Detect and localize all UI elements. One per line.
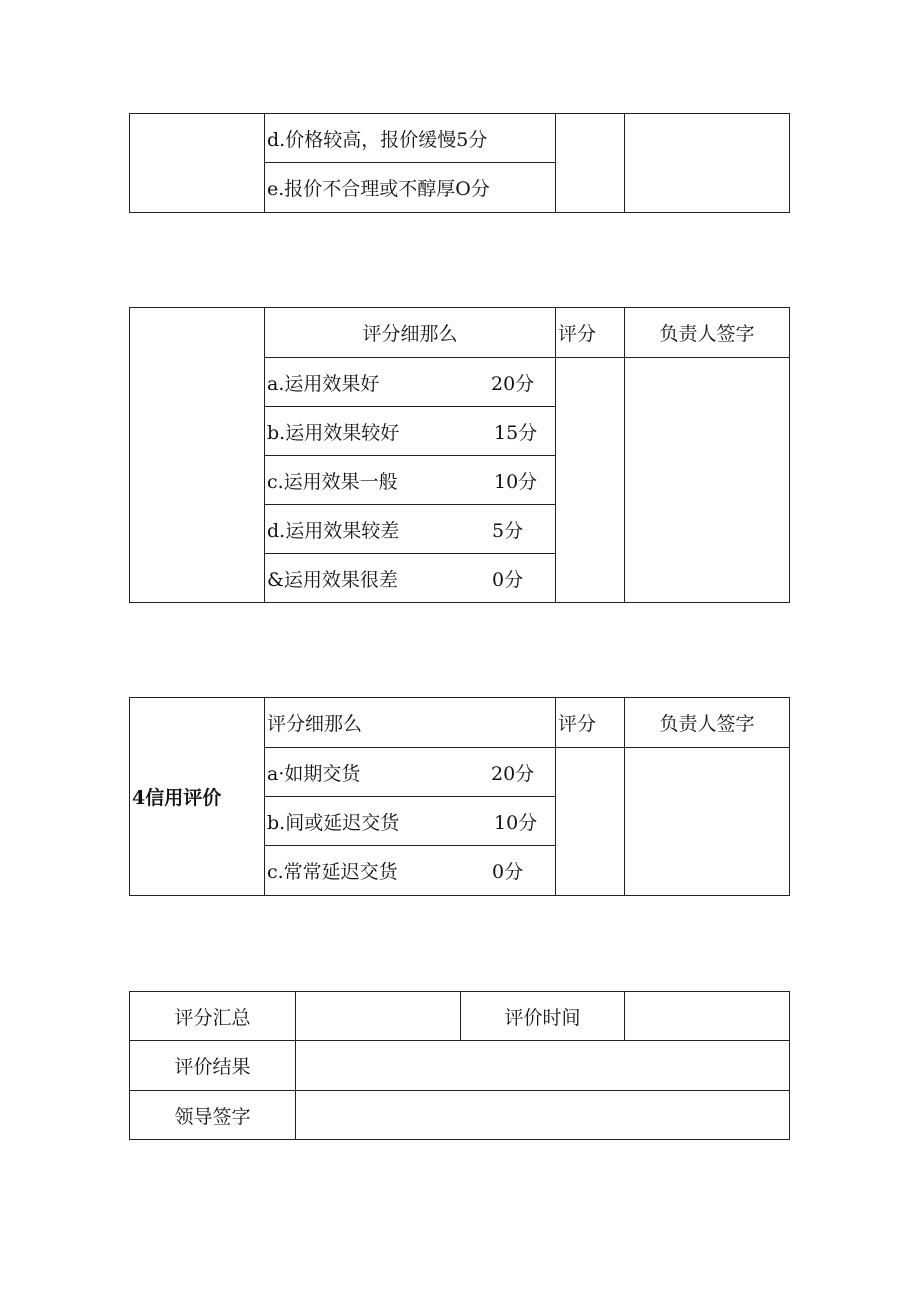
criteria-points: 10分	[494, 470, 538, 493]
criteria-row	[264, 845, 556, 896]
signature-cell[interactable]	[624, 747, 790, 896]
criteria-label: a·如期交货	[267, 762, 361, 785]
header-detail-label: 评分细那么	[267, 713, 363, 735]
criteria-row	[264, 504, 556, 554]
score-total-value-cell[interactable]	[295, 991, 461, 1041]
criteria-row	[264, 357, 556, 407]
result-value-cell[interactable]	[295, 1040, 790, 1091]
criteria-row	[264, 796, 556, 846]
header-signature	[624, 307, 790, 358]
criteria-label: b.间或延迟交货	[267, 811, 400, 834]
criteria-row	[264, 553, 556, 603]
criteria-points: 10分	[494, 811, 538, 834]
header-score	[555, 697, 625, 748]
header-signature-label: 负责人签字	[659, 713, 755, 735]
eval-time-label-cell	[460, 991, 625, 1041]
criteria-row	[264, 113, 556, 163]
header-signature-label: 负责人签字	[659, 323, 755, 345]
criteria-label: d.价格较高，报价缓慢5分	[267, 128, 488, 151]
criteria-points: 20分	[491, 762, 535, 785]
category-label: 4信用评价	[132, 787, 222, 809]
criteria-row	[264, 162, 556, 213]
criteria-row	[264, 747, 556, 797]
criteria-row	[264, 455, 556, 505]
header-signature	[624, 697, 790, 748]
eval-time-label: 评价时间	[504, 1006, 581, 1029]
eval-time-value-cell[interactable]	[624, 991, 790, 1041]
category-cell	[129, 307, 265, 603]
result-label: 评价结果	[174, 1056, 251, 1078]
header-score	[555, 307, 625, 358]
leader-sign-label-cell	[129, 1090, 296, 1140]
criteria-label: a.运用效果好	[267, 372, 380, 395]
category-cell	[129, 113, 265, 213]
criteria-points: 5分	[492, 519, 524, 542]
criteria-label: b.运用效果较好	[267, 421, 400, 444]
leader-sign-value-cell[interactable]	[295, 1090, 790, 1140]
header-detail	[264, 307, 556, 358]
score-total-label: 评分汇总	[174, 1006, 251, 1029]
score-total-label-cell	[129, 991, 296, 1041]
criteria-label: &运用效果很差	[267, 568, 398, 591]
criteria-points: 0分	[492, 861, 524, 883]
header-score-label: 评分	[558, 713, 597, 735]
criteria-points: 15分	[494, 421, 538, 444]
criteria-points: 0分	[492, 568, 524, 591]
header-score-label: 评分	[558, 323, 597, 345]
criteria-label: d.运用效果较差	[267, 519, 400, 542]
criteria-label: c.运用效果一般	[267, 470, 398, 493]
signature-cell[interactable]	[624, 113, 790, 213]
header-detail-label: 评分细那么	[362, 323, 458, 345]
criteria-label: c.常常延迟交货	[267, 861, 398, 883]
score-cell[interactable]	[555, 357, 625, 603]
result-label-cell	[129, 1040, 296, 1091]
criteria-row	[264, 406, 556, 456]
score-cell[interactable]	[555, 747, 625, 896]
score-cell[interactable]	[555, 113, 625, 213]
header-detail	[264, 697, 556, 748]
category-cell	[129, 697, 265, 896]
criteria-points: 20分	[491, 372, 535, 395]
signature-cell[interactable]	[624, 357, 790, 603]
criteria-label: e.报价不合理或不醇厚O分	[267, 178, 490, 200]
leader-sign-label: 领导签字	[174, 1105, 251, 1128]
